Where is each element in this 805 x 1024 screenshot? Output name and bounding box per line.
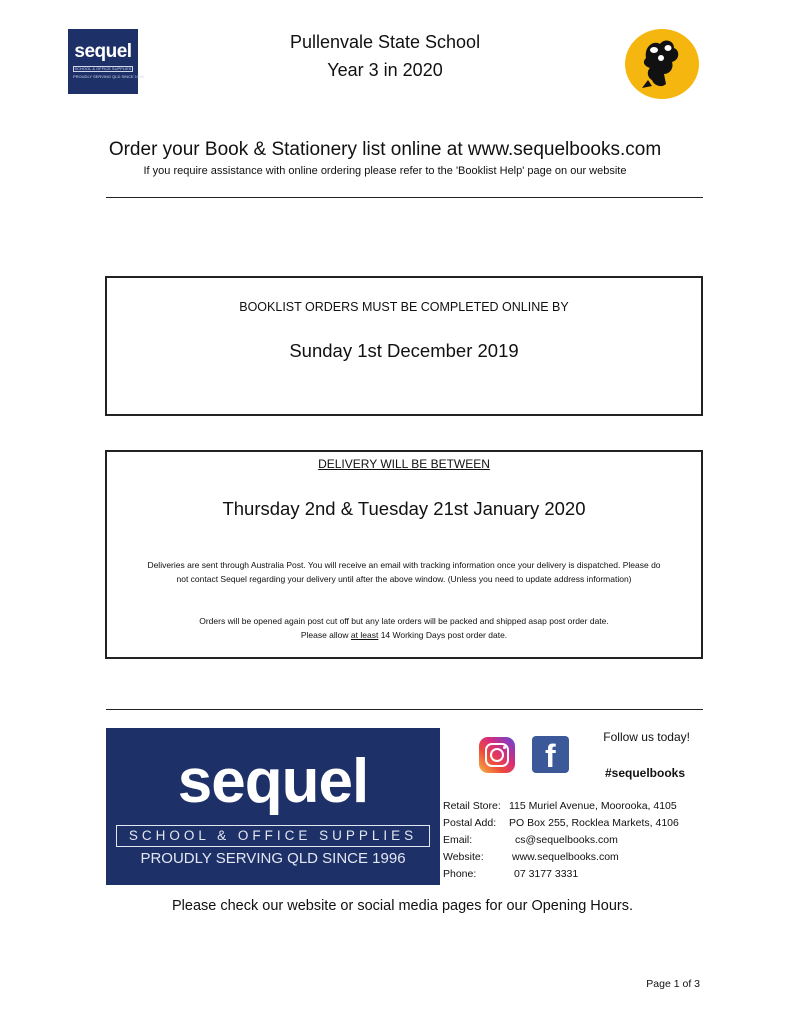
contact-label: Retail Store:: [443, 800, 501, 812]
contact-phone: [443, 868, 578, 880]
divider: [106, 709, 703, 710]
order-subheading: If you require assistance with online ordering please refer to the 'Booklist Help' page on our website: [143, 165, 627, 177]
contact-value[interactable]: www.sequelbooks.com: [512, 851, 619, 863]
contact-website: [443, 851, 619, 863]
sequel-logo: [68, 29, 144, 94]
order-heading: Order your Book & Stationery list online at www.sequelbooks.com: [108, 139, 662, 160]
follow-text: Follow us today!: [603, 730, 690, 744]
page-number: Page 1 of 3: [646, 978, 700, 990]
contact-value: 115 Muriel Avenue, Moorooka, 4105: [509, 800, 677, 812]
hashtag: #sequelbooks: [604, 766, 685, 780]
deadline-date: Sunday 1st December 2019: [289, 340, 519, 361]
contact-postal: [443, 817, 679, 829]
school-mascot-icon: [624, 28, 700, 100]
contact-value: 07 3177 3331: [514, 868, 579, 880]
contact-retail-store: [443, 800, 677, 812]
deadline-caption: BOOKLIST ORDERS MUST BE COMPLETED ONLINE BY: [239, 300, 569, 314]
school-name: Pullenvale State School: [289, 32, 481, 52]
logo-word: sequel: [74, 41, 132, 62]
deadline-box: [105, 276, 703, 416]
working-days-line: [147, 628, 661, 642]
delivery-caption: DELIVERY WILL BE BETWEEN: [318, 457, 490, 471]
late-orders-line: Orders will be opened again post cut off but any late orders will be packed and shipped asap post order date.: [199, 616, 609, 626]
contact-value: PO Box 255, Rocklea Markets, 4106: [509, 817, 679, 829]
facebook-icon[interactable]: f: [532, 736, 569, 773]
logo-tagline-2: PROUDLY SERVING QLD SINCE 1996: [73, 74, 144, 79]
logo-tagline: SCHOOL & OFFICE SUPPLIES: [74, 66, 132, 71]
instagram-icon[interactable]: [479, 737, 515, 773]
contact-label: Email:: [443, 834, 473, 846]
late-orders-note: [107, 614, 701, 642]
delivery-box: [105, 450, 703, 659]
year-label: Year 3 in 2020: [327, 60, 443, 80]
banner-tagline-2: PROUDLY SERVING QLD SINCE 1996: [140, 850, 406, 867]
divider: [106, 197, 703, 198]
delivery-dates: Thursday 2nd & Tuesday 21st January 2020: [222, 498, 586, 519]
contact-value[interactable]: cs@sequelbooks.com: [515, 834, 618, 846]
delivery-note: Deliveries are sent through Australia Post. You will receive an email with tracking information once your delivery is dispatched. Please do not contact Sequel regarding your delivery until after the above window. (Unless you need to update address information): [147, 560, 661, 584]
sequel-banner-logo: [106, 728, 440, 885]
contact-email: [443, 834, 618, 846]
contact-label: Postal Add:: [443, 817, 497, 829]
working-days-prefix: Please allow: [300, 630, 351, 640]
at-least-emphasis: at least: [350, 630, 379, 640]
banner-tagline: SCHOOL & OFFICE SUPPLIES: [116, 825, 430, 847]
contact-label: Website:: [443, 851, 484, 863]
banner-word: sequel: [177, 747, 369, 816]
opening-hours-note: Please check our website or social media pages for our Opening Hours.: [171, 898, 634, 914]
contact-label: Phone:: [443, 868, 477, 880]
working-days-suffix: 14 Working Days post order date.: [378, 630, 508, 640]
